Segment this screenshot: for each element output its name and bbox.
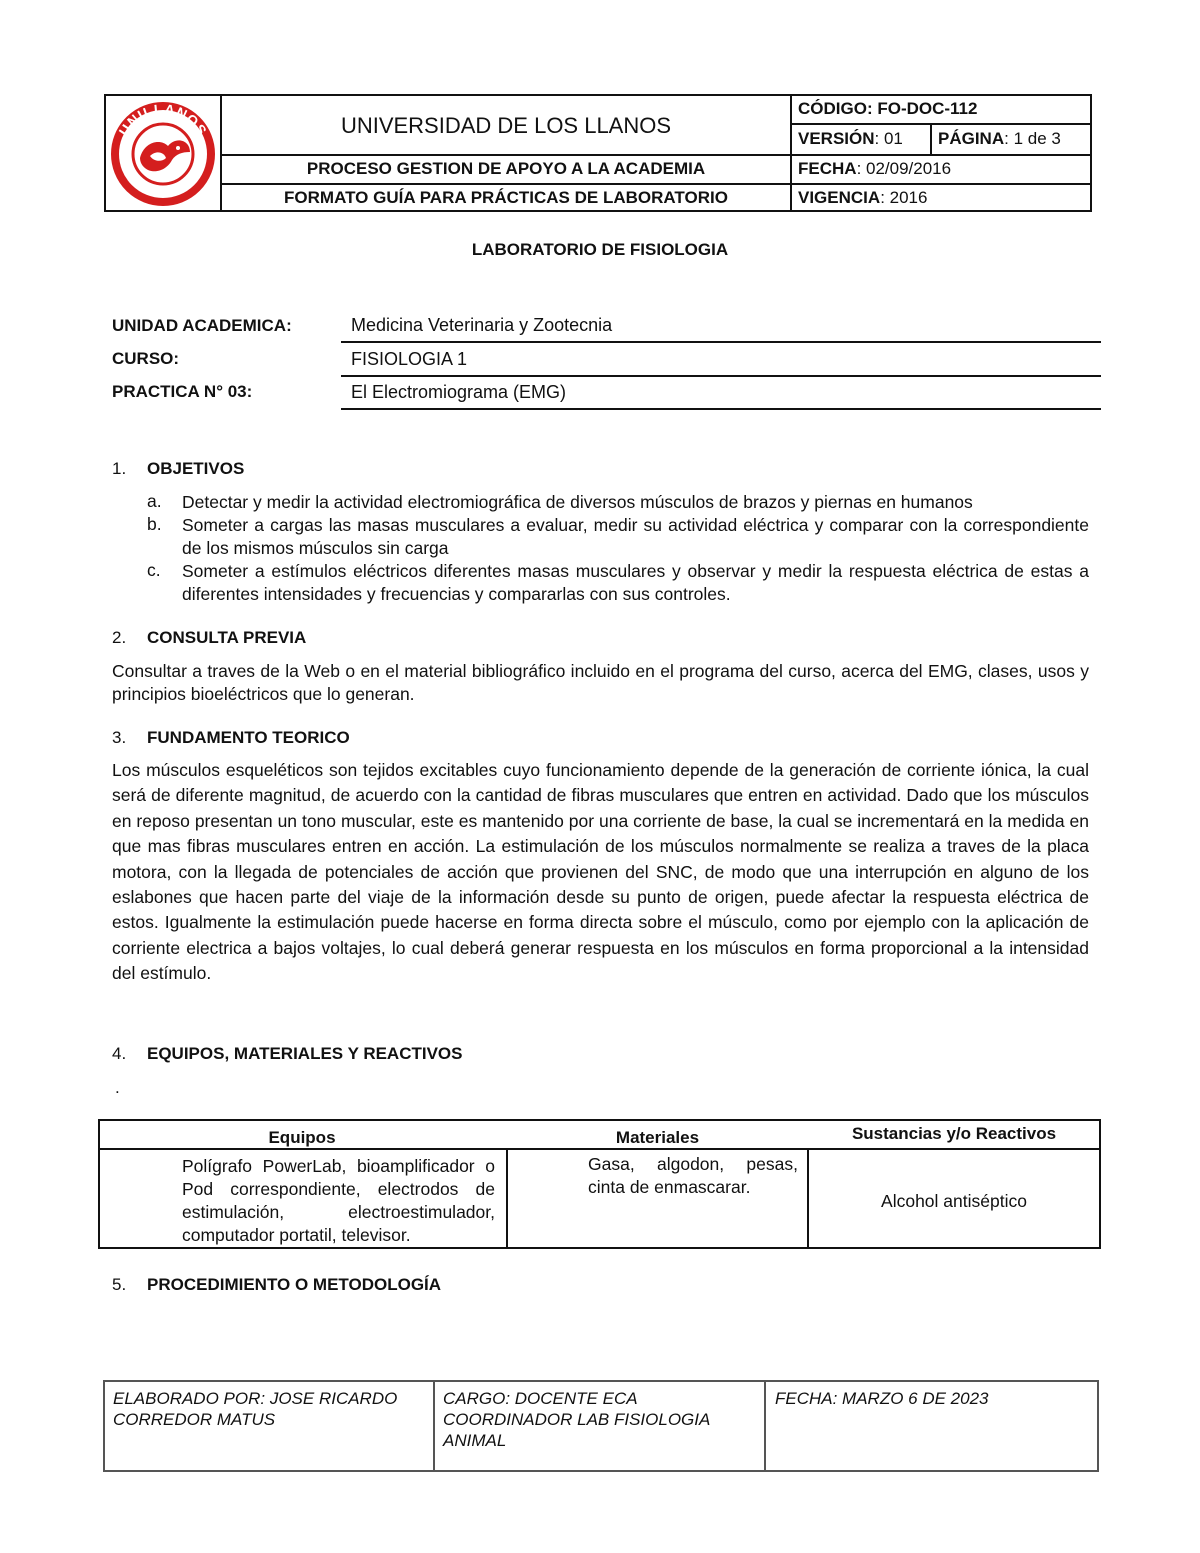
footer-divider [433, 1382, 435, 1470]
process-name: PROCESO GESTION DE APOYO A LA ACADEMIA [306, 159, 706, 178]
objective-item: Someter a estímulos eléctricos diferentes masas musculares y observar y medir la respuesta eléctrica de estas a diferentes intensidades y frecuencias y compararlas con sus controles. [182, 561, 1089, 604]
header-divider [930, 123, 932, 154]
format-name: FORMATO GUÍA PARA PRÁCTICAS DE LABORATORIO [284, 188, 728, 207]
table-header-reagents: Sustancias y/o Reactivos [851, 1124, 1057, 1143]
date [798, 159, 951, 179]
table-border [98, 1247, 1101, 1249]
practice-value: El Electromiograma (EMG) [351, 382, 567, 402]
field-underline [341, 375, 1101, 377]
footer-date: FECHA: MARZO 6 DE 2023 [775, 1389, 989, 1408]
table-header-materials: Materiales [615, 1128, 700, 1147]
section-title-theory: FUNDAMENTO TEORICO [147, 728, 350, 747]
version-label: VERSIÓN [798, 129, 875, 148]
objective-letter: b. [147, 514, 162, 534]
objective-item: Detectar y medir la actividad electromiográfica de diversos músculos de brazos y piernas en humanos [182, 492, 973, 512]
validity [798, 188, 927, 208]
objective-letter: a. [147, 491, 162, 511]
table-header-equipment: Equipos [268, 1128, 336, 1147]
section-title-prior-consultation: CONSULTA PREVIA [147, 628, 307, 647]
version-value: : 01 [874, 129, 903, 148]
logo-text: UNILLANOS [115, 100, 211, 139]
course-value: FISIOLOGIA 1 [351, 349, 468, 369]
date-value: : 02/09/2016 [856, 159, 952, 178]
practice-label: PRACTICA N° 03: [112, 382, 253, 401]
position: CARGO: DOCENTE ECA COORDINADOR LAB FISIOLOGIA ANIMAL [443, 1389, 710, 1450]
field-underline [341, 341, 1101, 343]
header-divider [790, 96, 792, 210]
prior-consultation-text: Consultar a traves de la Web o en el material bibliográfico incluido en el programa del curso, acerca del EMG, clases, usos y principios bioeléctricos que lo generan. [112, 661, 1089, 704]
table-border [98, 1119, 1101, 1121]
svg-text:UNILLANOS [115, 101, 210, 139]
version [798, 129, 903, 149]
page-label: PÁGINA [938, 129, 1005, 148]
university-name: UNIVERSIDAD DE LOS LLANOS [340, 113, 672, 138]
document-header [104, 94, 1092, 212]
section-number: 4. [112, 1044, 127, 1063]
page-value: : 1 de 3 [1004, 129, 1061, 148]
header-divider [790, 123, 1092, 125]
course-label: CURSO: [112, 349, 180, 368]
field-underline [341, 408, 1101, 410]
equipment-cell: Polígrafo PowerLab, bioamplificador o Pod correspondiente, electrodos de estimulación, electroestimulador, computador portatil, televisor. [182, 1156, 495, 1245]
objective-item: Someter a cargas las masas musculares a evaluar, medir su actividad eléctrica y comparar con la correspondiente de los mismos músculos sin carga [182, 515, 1089, 558]
section-number: 3. [112, 728, 127, 747]
prepared-by: ELABORADO POR: JOSE RICARDO CORREDOR MATUS [113, 1389, 398, 1429]
header-divider [220, 183, 1092, 185]
reagents-cell: Alcohol antiséptico [881, 1191, 1027, 1211]
validity-value: : 2016 [880, 188, 928, 207]
table-border [506, 1150, 508, 1249]
document-code: CÓDIGO: FO-DOC-112 [798, 99, 978, 118]
table-border [98, 1148, 1101, 1150]
theory-text: Los músculos esqueléticos son tejidos excitables cuyo funcionamiento depende de la generación de corriente iónica, la cual será de diferente magnitud, de acuerdo con la cantidad de fibras musculares que entren en actividad. Dado que los músculos en reposo presentan un tono muscular, este es mantenido por una corriente de base, la cual se incrementará en la medida en que mas fibras musculares entren en acción. La estimulación de los músculos normalmente se realiza a traves de la placa motora, con la llegada de potenciales de acción que provienen del SNC, de modo que una interrupción en alguno de los eslabones que hacen parte del viaje de la información desde su punto de origen, puede afectar la respuesta eléctrica de estos. Igualmente la estimulación puede hacerse en forma directa sobre el músculo, como por ejemplo con la aplicación de corriente electrica a bajos voltajes, lo cual deberá generar respuesta en los músculos en forma proporcional a la intensidad del estímulo. [112, 760, 1089, 984]
section-number: 1. [112, 459, 127, 478]
document-title: LABORATORIO DE FISIOLOGIA [471, 240, 729, 259]
objective-letter: c. [147, 560, 161, 580]
table-border [1099, 1119, 1101, 1249]
materials-cell: Gasa, algodon, pesas, cinta de enmascarar. [588, 1154, 798, 1197]
page-number [938, 129, 1061, 149]
section-number: 5. [112, 1275, 127, 1294]
section-number: 2. [112, 628, 127, 647]
section-title-equipment: EQUIPOS, MATERIALES Y REACTIVOS [147, 1044, 463, 1063]
validity-label: VIGENCIA [798, 188, 881, 207]
equipment-table [98, 1119, 1101, 1249]
academic-unit-value: Medicina Veterinaria y Zootecnia [351, 315, 613, 335]
footer-divider [764, 1382, 766, 1470]
university-logo [106, 96, 220, 210]
document-footer [103, 1380, 1099, 1472]
date-label: FECHA [798, 159, 857, 178]
header-divider [220, 154, 1092, 156]
stray-dot: . [115, 1078, 120, 1097]
academic-unit-label: UNIDAD ACADEMICA: [112, 316, 292, 335]
section-title-procedure: PROCEDIMIENTO O METODOLOGÍA [147, 1275, 442, 1294]
section-title-objectives: OBJETIVOS [147, 459, 245, 478]
